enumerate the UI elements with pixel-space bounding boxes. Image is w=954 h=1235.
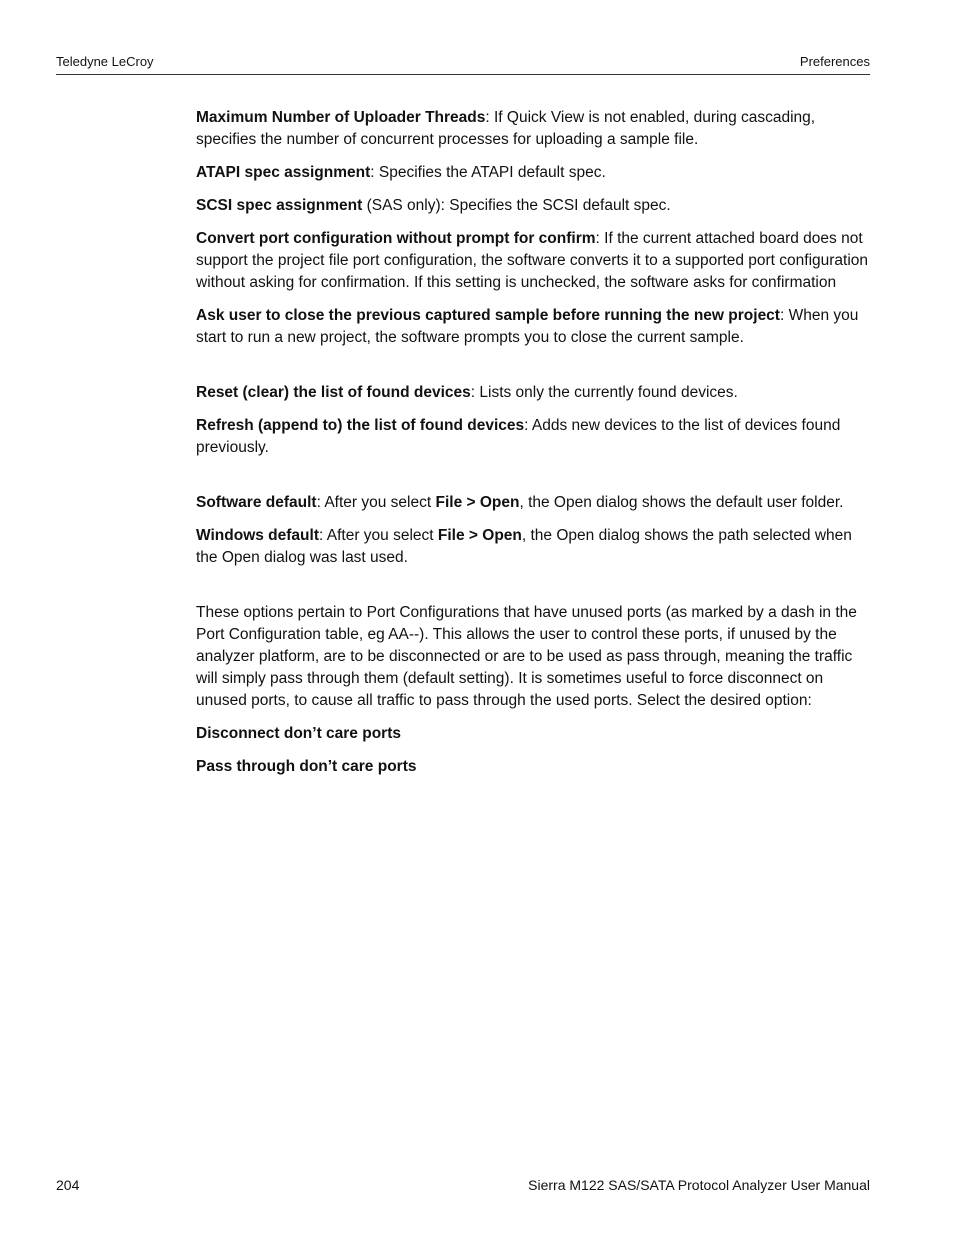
term: Software default <box>196 494 317 511</box>
paragraph-max-uploader-threads <box>196 107 874 151</box>
paragraph-refresh-found-devices <box>196 415 874 459</box>
term: Pass through don’t care ports <box>196 758 417 775</box>
paragraph-reset-found-devices <box>196 382 874 404</box>
paragraph-software-default <box>196 492 874 514</box>
menu-path: File > Open <box>437 527 522 544</box>
description-cont: , the Open dialog shows the default user folder. <box>519 494 844 511</box>
term: ATAPI spec assignment <box>196 164 371 181</box>
paragraph-scsi-spec <box>196 195 874 217</box>
paragraph-windows-default <box>196 525 874 569</box>
paragraph-convert-port-config <box>196 228 874 294</box>
term: Windows default <box>196 527 319 544</box>
description: These options pertain to Port Configurations that have unused ports (as marked by a dash in the Port Configuration table, eg AA--). This allows the user to control these ports, if unused by the analyzer platform, are to be disconnected or are to be used as pass through, meaning the traffic will simply pass through them (default setting). It is sometimes useful to force disconnect on unused ports, to cause all traffic to pass through the used ports. Select the desired option: <box>196 604 857 709</box>
description: : Adds new devices to the list of devices found previously. <box>196 417 841 456</box>
description: : After you select <box>319 527 438 544</box>
description: : If the current attached board does not support the project file port configuration, the software converts it to a supported port configuration without asking for confirmation. If this setting is unchecked, the software asks for confirmation <box>196 230 869 291</box>
page-content <box>196 107 874 789</box>
description: : Lists only the currently found devices. <box>470 384 738 401</box>
description: : If Quick View is not enabled, during cascading, specifies the number of concurrent processes for uploading a sample file. <box>196 109 816 148</box>
menu-path: File > Open <box>435 494 520 511</box>
term: Reset (clear) the list of found devices <box>196 384 471 401</box>
manual-title: Sierra M122 SAS/SATA Protocol Analyzer User Manual <box>528 1177 870 1193</box>
paragraph-disconnect-ports <box>196 723 874 745</box>
header-company: Teledyne LeCroy <box>56 54 154 69</box>
paragraph-close-previous-sample <box>196 305 874 349</box>
term: Convert port configuration without prompt for confirm <box>196 230 596 247</box>
description: : After you select <box>316 494 436 511</box>
term: Disconnect don’t care ports <box>196 725 401 742</box>
description: : Specifies the ATAPI default spec. <box>370 164 606 181</box>
description: (SAS only): Specifies the SCSI default spec. <box>362 197 671 214</box>
description: : When you start to run a new project, the software prompts you to close the current sample. <box>196 307 859 346</box>
term: Ask user to close the previous captured sample before running the new project <box>196 307 780 324</box>
term: Refresh (append to) the list of found devices <box>196 417 525 434</box>
term: SCSI spec assignment <box>196 197 363 214</box>
paragraph-unused-ports-intro <box>196 602 874 712</box>
page-header <box>56 54 870 75</box>
page-number: 204 <box>56 1177 80 1193</box>
term: Maximum Number of Uploader Threads <box>196 109 486 126</box>
page-footer <box>56 1177 870 1197</box>
header-section: Preferences <box>799 54 870 69</box>
paragraph-atapi-spec <box>196 162 874 184</box>
description-cont: , the Open dialog shows the path selected when the Open dialog was last used. <box>196 527 852 566</box>
paragraph-pass-through-ports <box>196 756 874 778</box>
